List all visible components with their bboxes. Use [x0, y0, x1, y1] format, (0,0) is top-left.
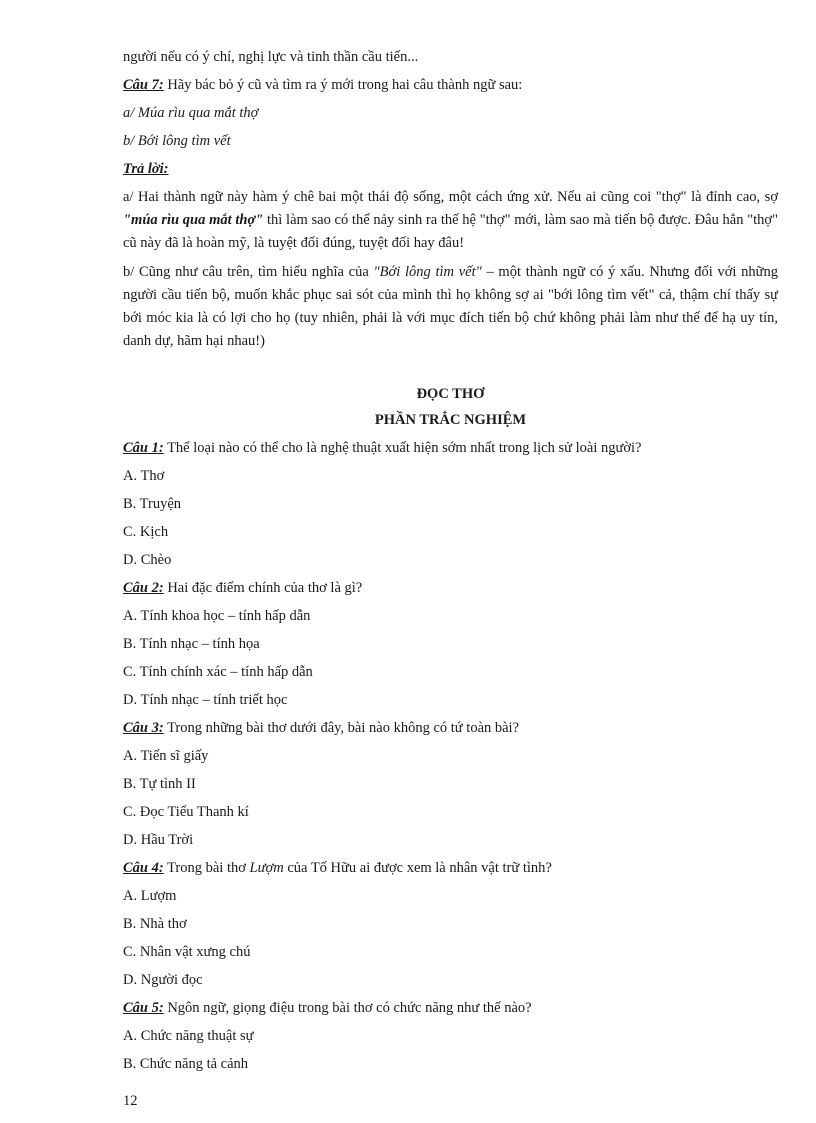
- question-7-item-b: b/ Bới lông tìm vết: [123, 133, 231, 149]
- question-4-option-a: A. Lượm: [123, 888, 177, 904]
- question-4-option-c: C. Nhân vật xưng chú: [123, 944, 251, 960]
- question-5-text: Ngôn ngữ, giọng điệu trong bài thơ có chức năng như thế nào?: [163, 1000, 532, 1016]
- question-4-option-b: B. Nhà thơ: [123, 916, 187, 932]
- question-5-option-b: B. Chức năng tả cảnh: [123, 1056, 249, 1072]
- question-1-option-c: C. Kịch: [123, 524, 169, 540]
- question-1: [123, 437, 778, 459]
- question-7-item-a: a/ Múa rìu qua mắt thợ: [123, 105, 259, 121]
- answer-a-quote: "múa rìu qua mắt thợ": [123, 212, 264, 228]
- question-4-poem-title: Lượm: [249, 860, 284, 876]
- question-3-option-c: C. Đọc Tiểu Thanh kí: [123, 804, 249, 820]
- question-5-option-a: A. Chức năng thuật sự: [123, 1028, 254, 1044]
- question-1-text: Thể loại nào có thể cho là nghệ thuật xuất hiện sớm nhất trong lịch sử loài người?: [163, 440, 642, 456]
- question-4: [123, 857, 778, 879]
- question-3-label: Câu 3:: [123, 720, 164, 736]
- answer-b-quote: "Bới lông tìm vết": [373, 264, 482, 280]
- question-2-label: Câu 2:: [123, 580, 164, 596]
- question-4-text-before: Trong bài thơ: [163, 860, 250, 876]
- question-5-label: Câu 5:: [123, 1000, 164, 1016]
- answer-a-text-2: thì làm sao có thể nảy sinh ra thế hệ "thợ" mới, làm sao mà tiến bộ được. Đâu hẳn "thợ" cũ này đã là hoàn mỹ, là tuyệt đối đúng, tuyệt đối hay đâu!: [123, 212, 778, 251]
- page-number: 12: [123, 1093, 138, 1109]
- question-7: [123, 74, 778, 96]
- question-3-option-a: A. Tiến sĩ giấy: [123, 748, 209, 764]
- question-2-option-b: B. Tính nhạc – tính họa: [123, 636, 260, 652]
- question-4-text-after: của Tố Hữu ai được xem là nhân vật trữ tình?: [283, 860, 552, 876]
- answer-b-text-1: b/ Cũng như câu trên, tìm hiểu nghĩa của: [123, 264, 374, 280]
- question-5: [123, 997, 778, 1019]
- question-1-label: Câu 1:: [123, 440, 164, 456]
- question-7-text: Hãy bác bỏ ý cũ và tìm ra ý mới trong hai câu thành ngữ sau:: [163, 77, 523, 93]
- question-3-option-b: B. Tự tình II: [123, 776, 196, 792]
- question-2: [123, 577, 778, 599]
- answer-b-text-2: – một thành ngữ có ý xấu. Nhưng đối với những người cầu tiến bộ, muốn khắc phục sai sót của mình thì họ không sợ ai "bới lông tìm vết" cả, thậm chí thấy sự bới móc kia là có lợi cho họ (tuy nhiên, phải là với mục đích tiến bộ chứ không phải làm như thế để hạ uy tín, danh dự, hãm hại nhau!): [123, 264, 779, 349]
- section-title: ĐỌC THƠ: [416, 386, 485, 402]
- answer-heading: [123, 158, 778, 180]
- answer-a-text-1: a/ Hai thành ngữ này hàm ý chê bai một thái độ sống, một cách ứng xử. Nếu ai cũng coi "thợ" là đỉnh cao, sợ: [123, 189, 778, 205]
- question-2-option-d: D. Tính nhạc – tính triết học: [123, 692, 288, 708]
- question-3-text: Trong những bài thơ dưới đây, bài nào không có tứ toàn bài?: [163, 720, 520, 736]
- document-page: [123, 46, 778, 1081]
- answer-b-paragraph: [123, 261, 778, 353]
- question-4-option-d: D. Người đọc: [123, 972, 203, 988]
- question-3-option-d: D. Hầu Trời: [123, 832, 194, 848]
- answer-a-paragraph: [123, 186, 778, 255]
- question-1-option-b: B. Truyện: [123, 496, 182, 512]
- section-subtitle: PHẦN TRẮC NGHIỆM: [374, 412, 527, 428]
- question-2-option-c: C. Tính chính xác – tính hấp dẫn: [123, 664, 313, 680]
- question-1-option-a: A. Thơ: [123, 468, 165, 484]
- question-4-label: Câu 4:: [123, 860, 164, 876]
- answer-label: Trả lời:: [123, 161, 169, 177]
- intro-line: người nếu có ý chí, nghị lực và tinh thần cầu tiến...: [123, 49, 419, 65]
- question-7-label: Câu 7:: [123, 77, 164, 93]
- question-3: [123, 717, 778, 739]
- question-1-option-d: D. Chèo: [123, 552, 172, 568]
- question-2-text: Hai đặc điểm chính của thơ là gì?: [163, 580, 363, 596]
- question-2-option-a: A. Tính khoa học – tính hấp dẫn: [123, 608, 311, 624]
